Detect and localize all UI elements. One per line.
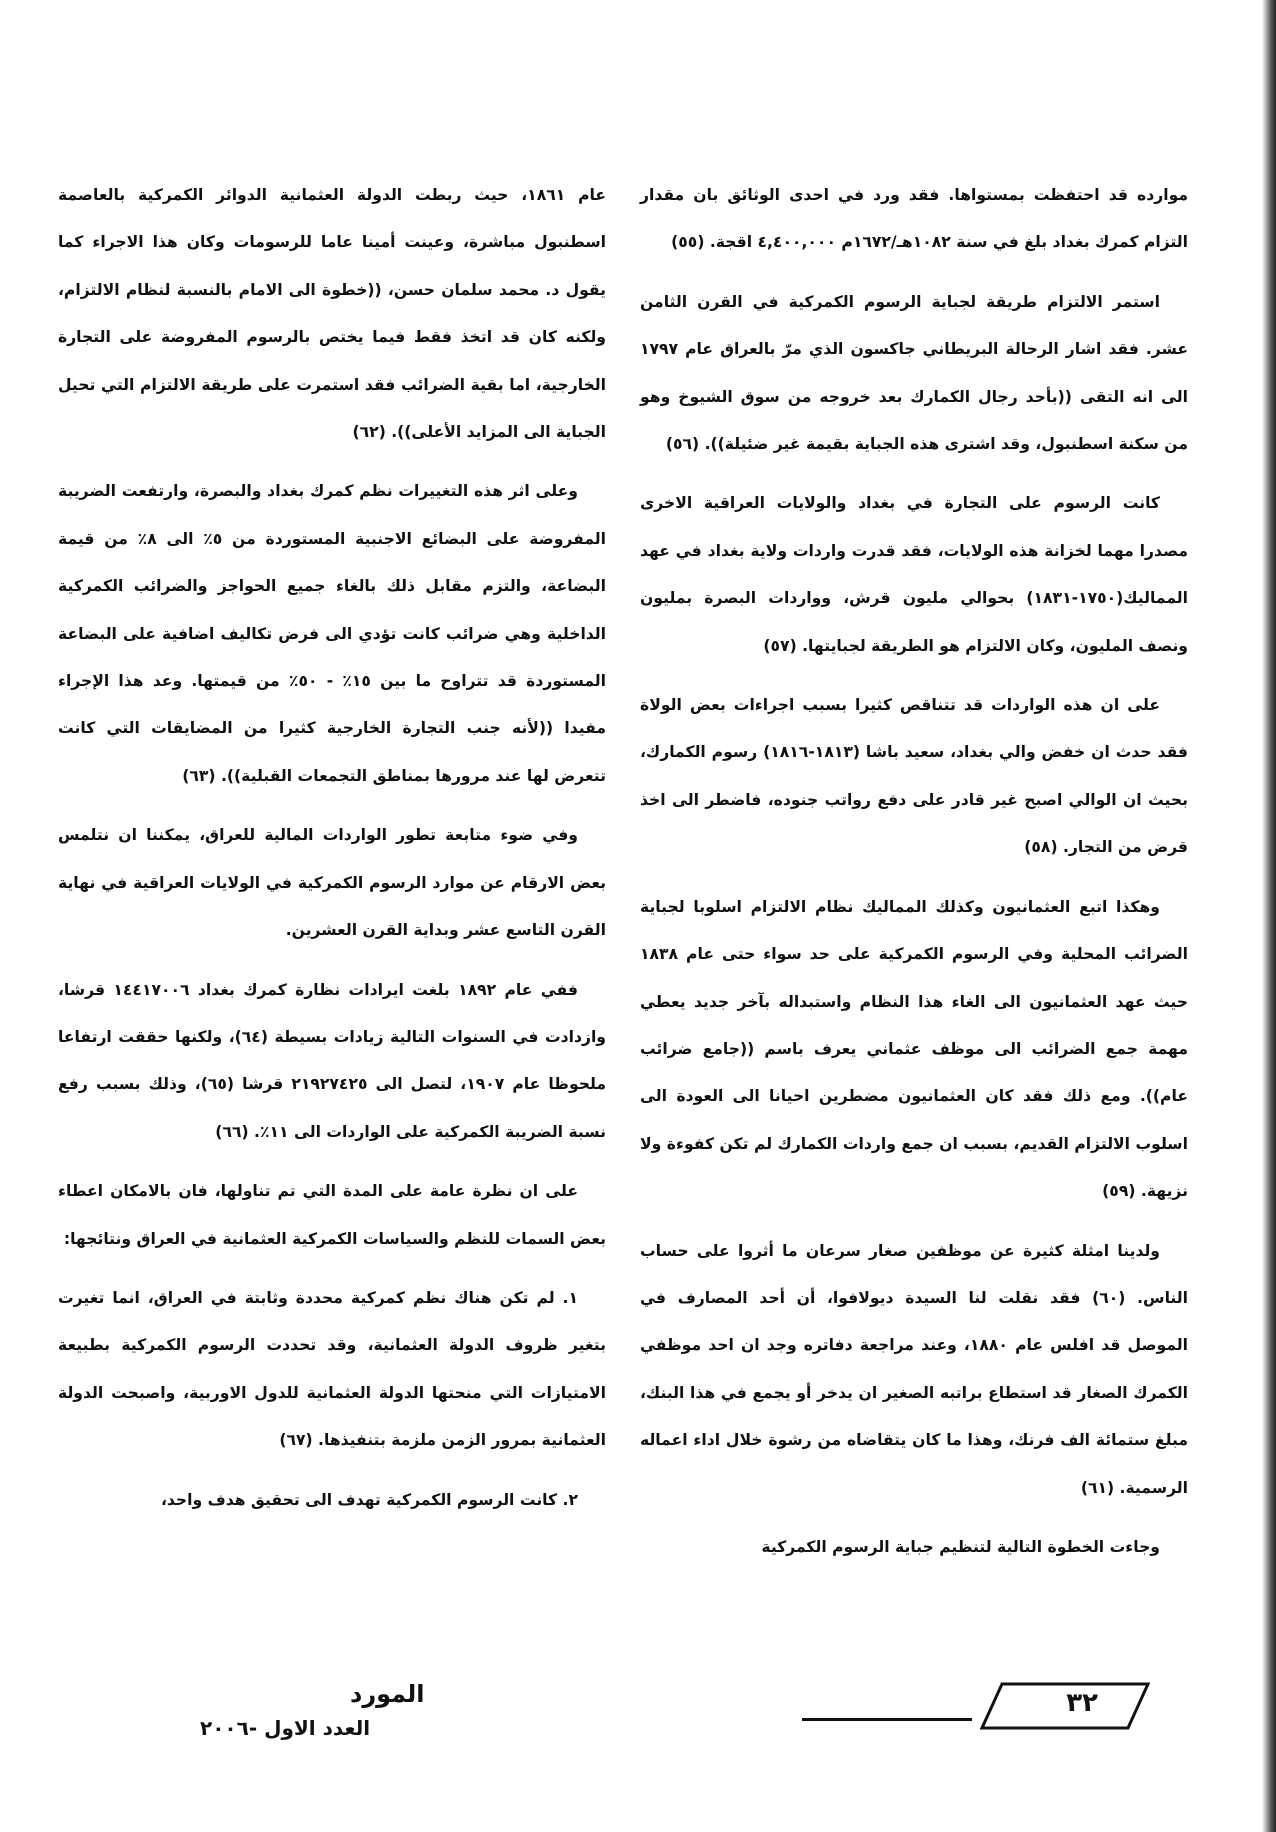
paragraph: وفي ضوء متابعة تطور الواردات المالية للعراق، يمكننا ان نتلمس بعض الارقام عن موارد الرسوم الكمركية في الولايات العراقية في نهاية القرن التاسع عشر وبداية القرن العشرين. [58, 826, 606, 940]
paragraph: على ان نظرة عامة على المدة التي تم تناولها، فان بالامكان اعطاء بعض السمات للنظم والسياسات الكمركية العثمانية في العراق ونتائجها: [58, 1182, 606, 1248]
paragraph: على ان هذه الواردات قد تتناقص كثيرا بسبب اجراءات بعض الولاة فقد حدث ان خفض والي بغداد، سعيد باشا (١٨١٣-١٨١٦) رسوم الكمارك، بحيث ان الوالي اصبح غير قادر على دفع رواتب جنوده، فاضطر الى اخذ قرض من التجار. (٥٨) [640, 696, 1188, 857]
paragraph: ١. لم تكن هناك نظم كمركية محددة وثابتة في العراق، انما تغيرت بتغير ظروف الدولة العثمانية، وقد تحددت الرسوم الكمركية بطبيعة الامتيازات التي منحتها الدولة العثمانية للدول الاوربية، واصبحت الدولة العثمانية بمرور الزمن ملزمة بتنفيذها. (٦٧) [58, 1288, 606, 1450]
paragraph: وجاءت الخطوة التالية لتنظيم جباية الرسوم الكمركية [761, 1537, 1160, 1556]
left-column [58, 172, 606, 1672]
right-column [640, 172, 1188, 1672]
paragraph: استمر الالتزام طريقة لجباية الرسوم الكمركية في القرن الثامن عشر. فقد اشار الرحالة البريطاني جاكسون الذي مرّ بالعراق عام ١٧٩٧ الى انه التقى ((بأحد رجال الكمارك بعد خروجه من سوق الشيوخ وهو من سكنة اسطنبول، وقد اشترى هذه الجباية بقيمة غير ضئيلة)). (٥٦) [640, 292, 1188, 454]
article-body [58, 172, 1188, 1672]
paragraph: وعلى اثر هذه التغييرات نظم كمرك بغداد والبصرة، وارتفعت الضريبة المفروضة على البضائع الاجنبية المستوردة من ٥٪ الى ٨٪ من قيمة البضاعة، والتزم مقابل ذلك بالغاء جميع الحواجز والضرائب الكمركية الداخلية وهي ضرائب كانت تؤدي الى فرض تكاليف اضافية على البضاعة المستوردة قد تتراوح ما بين ١٥٪ - ٥٠٪ من قيمتها. وعد هذا الإجراء مفيدا ((لأنه جنب التجارة الخارجية كثيرا من المضايقات التي كانت تتعرض لها عند مرورها بمناطق التجمعات القبلية)). (٦٣) [58, 482, 606, 785]
paragraph: موارده قد احتفظت بمستواها. فقد ورد في احدى الوثائق بان مقدار التزام كمرك بغداد بلغ في سنة ١٠٨٢هـ/١٦٧٢م ٤,٤٠٠,٠٠٠ اقجة. (٥٥) [640, 186, 1188, 252]
footer-rule [802, 1718, 972, 1721]
journal-name: المورد [350, 1680, 425, 1708]
page-edge-shadow [1262, 0, 1276, 1832]
paragraph: ولدينا امثلة كثيرة عن موظفين صغار سرعان ما أثروا على حساب الناس. (٦٠) فقد نقلت لنا السيدة ديولافوا، أن أحد المصارف في الموصل قد افلس عام ١٨٨٠، وعند مراجعة دفاتره وجد ان احد موظفي الكمرك الصغار قد استطاع براتبه الصغير ان يدخر أو يجمع في هذا البنك، مبلغ ستمائة الف فرنك، وهذا ما كان يتقاضاه من رشوة خلال اداء اعماله الرسمية. (٦١) [640, 1241, 1188, 1497]
paragraph: ٢. كانت الرسوم الكمركية تهدف الى تحقيق هدف واحد، [160, 1490, 578, 1509]
paragraph: عام ١٨٦١، حيث ربطت الدولة العثمانية الدوائر الكمركية بالعاصمة اسطنبول مباشرة، وعينت أمينا عاما للرسومات وكان هذا الاجراء كما يقول د. محمد سلمان حسن، ((خطوة الى الامام بالنسبة لنظام الالتزام، ولكنه كان قد اتخذ فقط فيما يختص بالرسوم المفروضة على التجارة الخارجية، اما بقية الضرائب فقد استمرت على طريقة الالتزام التي تحيل الجباية الى المزايد الأعلى)). (٦٢) [58, 186, 607, 442]
page-number: ٣٢ [1066, 1688, 1098, 1718]
paragraph: ففي عام ١٨٩٢ بلغت ايرادات نظارة كمرك بغداد ١٤٤١٧٠٠٦ قرشا، وازدادت في السنوات التالية زيادات بسيطة (٦٤)، ولكنها حققت ارتفاعا ملحوظا عام ١٩٠٧، لتصل الى ٢١٩٢٧٤٢٥ قرشا (٦٥)، وذلك بسبب رفع نسبة الضريبة الكمركية على الواردات الى ١١٪. (٦٦) [58, 980, 606, 1141]
page-number-frame-shape [980, 1680, 1150, 1732]
paragraph: كانت الرسوم على التجارة في بغداد والولايات العراقية الاخرى مصدرا مهما لخزانة هذه الولايات، فقد قدرت واردات ولاية بغداد في عهد المماليك(١٧٥٠-١٨٣١) بحوالي مليون قرش، وواردات البصرة بمليون ونصف المليون، وكان الالتزام هو الطريقة لجبايتها. (٥٧) [640, 494, 1188, 655]
page-footer [200, 1680, 1150, 1750]
journal-issue: العدد الاول -٢٠٠٦ [200, 1716, 371, 1740]
paragraph: وهكذا اتبع العثمانيون وكذلك المماليك نظام الالتزام اسلوبا لجباية الضرائب المحلية وفي الرسوم الكمركية على حد سواء حتى عام ١٨٣٨ حيث عهد العثمانيون الى الغاء هذا النظام واستبداله بآخر جديد يعطي مهمة جمع الضرائب الى موظف عثماني يعرف باسم ((جامع ضرائب عام)). ومع ذلك فقد كان العثمانيون مضطرين احيانا الى العودة الى اسلوب الالتزام القديم، بسبب ان جمع واردات الكمارك لم تكن كفوءة ولا نزيهة. (٥٩) [640, 897, 1188, 1201]
page-number-frame [980, 1680, 1150, 1732]
